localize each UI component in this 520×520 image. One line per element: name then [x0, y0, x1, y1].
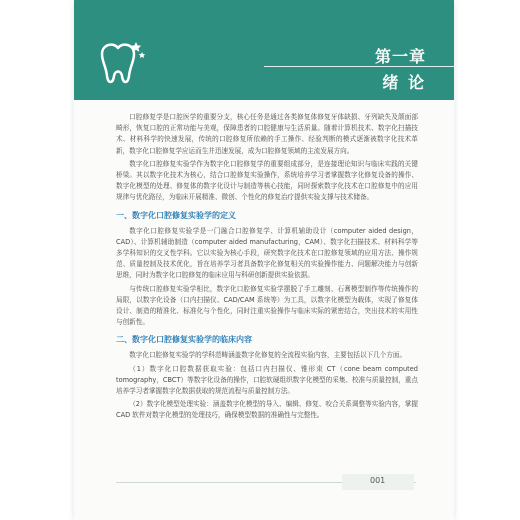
page-number: 001	[370, 476, 386, 485]
chapter-number: 第一章	[374, 47, 426, 66]
book-page	[74, 0, 454, 520]
tooth-with-stars-icon	[92, 36, 146, 90]
section-heading: 一、数字化口腔修复实验学的定义	[116, 210, 236, 220]
page-body	[116, 112, 418, 424]
section-paragraph: （2）数字化模型处理实验：涵盖数字化模型的导入、编辑、修复、咬合关系调整等实验内容，掌握 CAD 软件对数字化模型的处理技巧，确保模型数据的准确性与完整性。	[116, 400, 418, 420]
section-paragraph: 数字化口腔修复实验学的学科范畴涵盖数字化修复的全流程实验内容，主要包括以下几个方面。	[129, 351, 407, 360]
section-paragraph: 数字化口腔修复实验学是一门融合口腔修复学、计算机辅助设计（computer aided design，CAD）、计算机辅助制造（computer aided manufacturing，CAM）、数字化扫描技术、材料科学等多学科知识的交叉性学科。它以实验为核心手段，研究数字化技术在口腔修复领域的应用方法、操作规范、质量控制及技术优化，旨在培养学习者具备数字化修复相关的实验操作能力、问题解决能力与创新思维，同时为数字化口腔修复的临床应用与科研创新提供实验依据。	[116, 226, 418, 280]
chapter-title: 绪 论	[382, 73, 426, 92]
intro-paragraph: 数字化口腔修复实验学作为数字化口腔修复学的重要组成部分，是连接理论知识与临床实践的关键桥梁。其以数字化技术为核心，结合口腔修复实验操作，系统培养学习者掌握数字化修复设备的操作、数字化模型的处理、修复体的数字化设计与制造等核心技能，同时探索数字化技术在口腔修复中的应用规律与优化路径，为临床开展精准、微创、个性化的修复治疗提供实验支撑与技术储备。	[116, 159, 418, 202]
chapter-divider	[264, 66, 454, 67]
section-heading: 二、数字化口腔修复实验学的临床内容	[116, 335, 252, 345]
intro-paragraph: 口腔修复学是口腔医学的重要分支，核心任务是通过各类修复体修复牙体缺损、牙列缺失及颌面部畸形，恢复口腔的正常功能与美观，保障患者的口腔健康与生活质量。随着计算机技术、数字化扫描技术、材料科学的快速发展，传统的口腔修复所依赖的手工操作、经验判断的模式逐渐被数字化技术革新，数字化口腔修复学应运而生并迅速发展，成为口腔修复领域的主流发展方向。	[116, 113, 418, 155]
section-paragraph: 与传统口腔修复实验学相比，数字化口腔修复实验学摆脱了手工雕刻、石膏模型制作等传统操作的局限，以数字化设备（口内扫描仪、CAD/CAM 系统等）为工具，以数字化模型为载体，实现了修复体设计、制造的精准化、标准化与个性化，同时注重实验操作与临床实际的紧密结合，突出技术的实用性与创新性。	[116, 284, 418, 327]
section-paragraph: （1）数字化口腔数据获取实验：包括口内扫描仪、锥形束 CT（cone beam computed tomography，CBCT）等数字化设备的操作，口腔软硬组织数字化模型的采集、校准与质量控制，重点培养学习者掌握数字化数据获取的规范流程与质量控制方法。	[116, 364, 418, 396]
chapter-header-banner	[74, 0, 454, 100]
